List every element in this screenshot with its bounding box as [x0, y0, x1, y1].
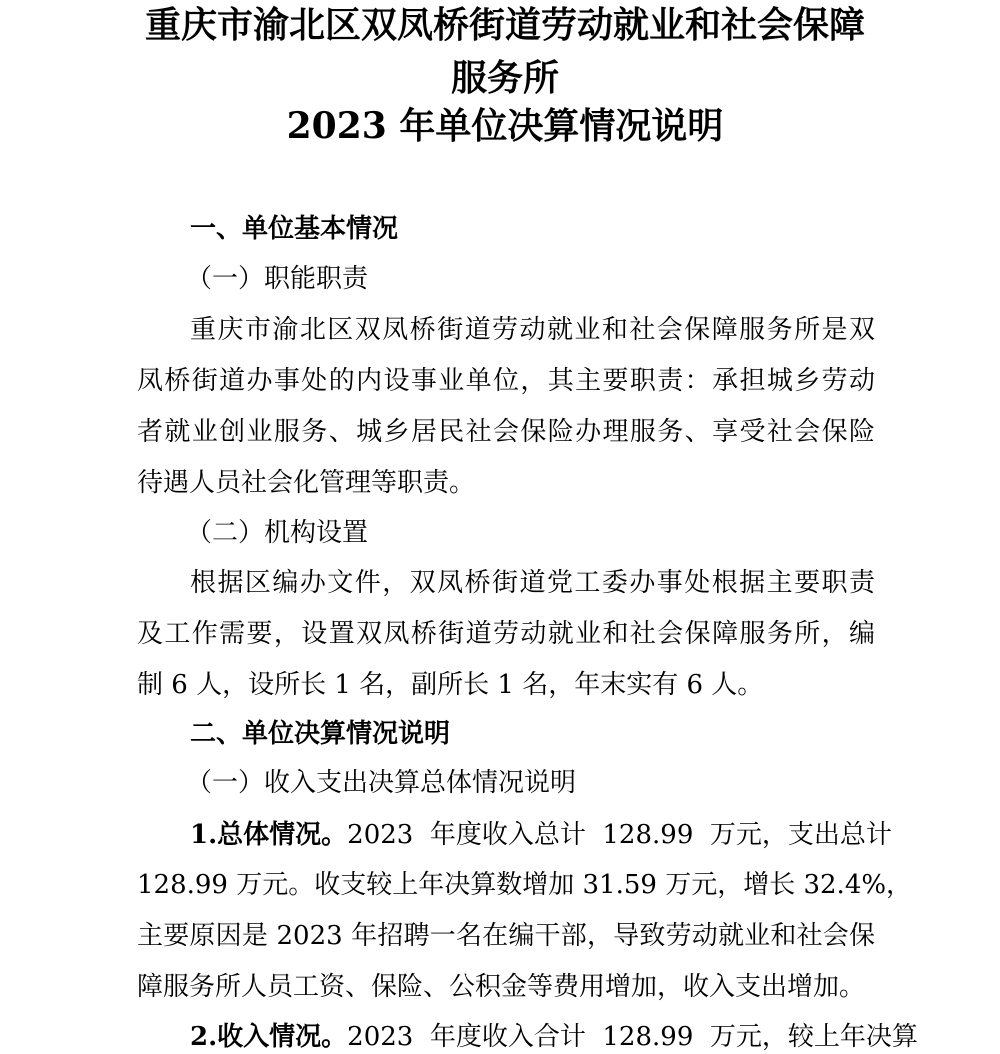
document-title-line-1: 重庆市渝北区双凤桥街道劳动就业和社会保障	[144, 4, 865, 46]
document-title-line-3: 2023 年单位决算情况说明	[286, 105, 724, 147]
paragraph-2-first-line-text: 2023 年度收入合计 128.99 万元，较上年决算	[347, 1022, 918, 1052]
paragraph-1-first-line-text: 2023 年度收入总计 128.99 万元，支出总计	[347, 820, 892, 850]
paragraph-line: 重庆市渝北区双凤桥街道劳动就业和社会保障服务所是双	[190, 315, 875, 345]
paragraph-line: 主要原因是 2023 年招聘一名在编干部，导致劳动就业和社会保	[137, 921, 875, 951]
document-title-line-2: 服务所	[450, 57, 559, 99]
section-2-heading: 二、单位决算情况说明	[190, 719, 451, 749]
paragraph-line: 128.99 万元。收支较上年决算数增加 31.59 万元，增长 32.4%，	[137, 870, 913, 900]
section-1-sub-1-heading: （一）职能职责	[186, 264, 369, 294]
paragraph-line: 根据区编办文件，双凤桥街道党工委办事处根据主要职责	[190, 568, 875, 598]
section-1-sub-2-heading: （二）机构设置	[186, 518, 369, 548]
paragraph-line: 障服务所人员工资、保险、公积金等费用增加，收入支出增加。	[137, 972, 866, 1002]
paragraph-line: 及工作需要，设置双凤桥街道劳动就业和社会保障服务所，编	[137, 619, 875, 649]
paragraph-line: 凤桥街道办事处的内设事业单位，其主要职责：承担城乡劳动	[137, 366, 875, 396]
paragraph-1-lead: 1.总体情况。	[190, 820, 348, 850]
paragraph-line: 制 6 人，设所长 1 名，副所长 1 名，年末实有 6 人。	[137, 670, 764, 700]
paragraph-line: 者就业创业服务、城乡居民社会保险办理服务、享受社会保险	[137, 417, 875, 447]
section-2-sub-1-heading: （一）收入支出决算总体情况说明	[186, 768, 577, 798]
paragraph-2-lead: 2.收入情况。	[190, 1022, 348, 1052]
section-1-heading: 一、单位基本情况	[190, 214, 399, 244]
paragraph-line: 待遇人员社会化管理等职责。	[137, 468, 476, 498]
paragraph-2-first-line	[190, 1020, 918, 1054]
paragraph-1-first-line	[190, 818, 892, 852]
